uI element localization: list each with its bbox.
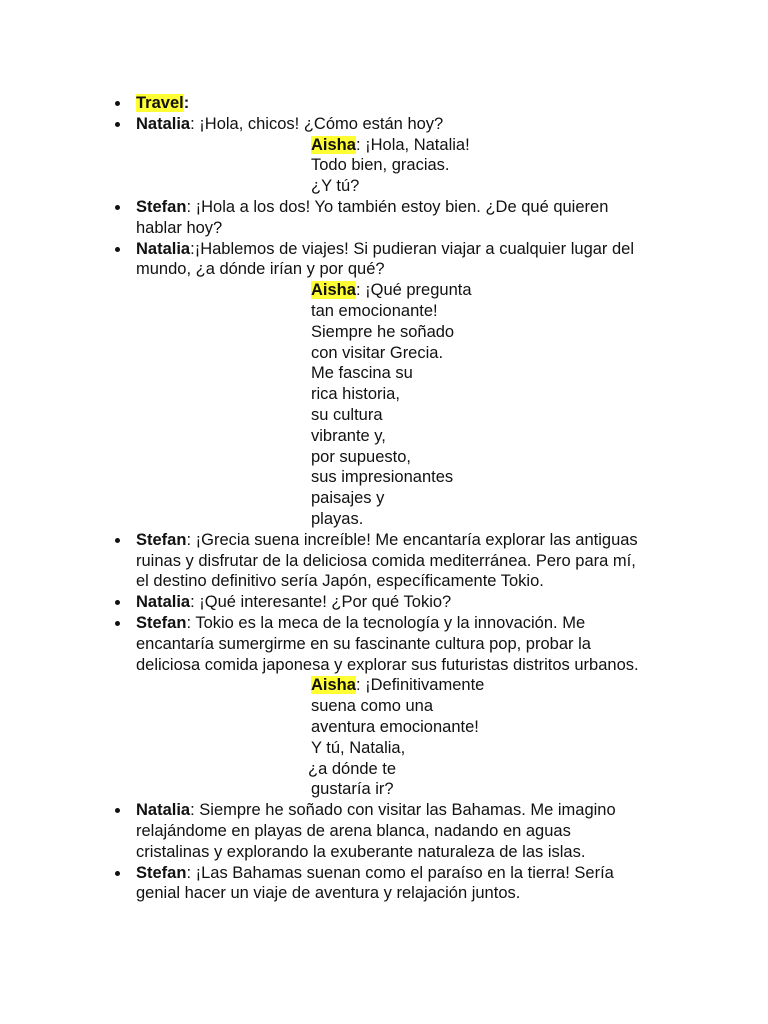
dialogue-line <box>136 239 634 260</box>
line-text: ¡Qué pregunta <box>360 281 472 300</box>
separator: : <box>355 281 361 300</box>
dialogue-line <box>136 800 616 821</box>
line-text: gustaría ir? <box>311 780 394 799</box>
line-text: encantaría sumergirme en su fascinante cultura pop, probar la <box>136 634 591 653</box>
dialogue-continuation <box>311 155 450 176</box>
dialogue-continuation <box>311 467 453 488</box>
dialogue-continuation <box>311 426 386 447</box>
dialogue-continuation <box>136 218 222 239</box>
dialogue-continuation <box>136 551 636 572</box>
line-text: hablar hoy? <box>136 218 223 237</box>
speaker-name: Stefan <box>136 198 187 216</box>
separator: : <box>190 114 195 133</box>
line-text: ¡Hola a los dos! Yo también estoy bien. ¿De qué quieren <box>191 198 609 216</box>
bullet-icon <box>115 538 120 543</box>
dialogue-continuation <box>311 696 433 717</box>
speaker-name: Natalia <box>136 239 191 258</box>
line-text: deliciosa comida japonesa y explorar sus futuristas distritos urbanos. <box>136 655 639 674</box>
speaker-name: Aisha <box>311 135 356 154</box>
line-text: su cultura <box>311 406 383 424</box>
bullet-icon <box>115 122 120 127</box>
dialogue-continuation <box>311 343 443 364</box>
bullet-icon <box>115 205 120 210</box>
line-text: sus impresionantes <box>311 468 454 487</box>
separator: : <box>190 239 195 258</box>
dialogue-continuation <box>311 488 384 509</box>
dialogue-continuation <box>136 571 544 592</box>
dialogue-continuation <box>311 176 359 197</box>
separator: : <box>186 198 192 216</box>
line-text: paisajes y <box>311 489 385 508</box>
line-text: ¿Y tú? <box>311 177 360 196</box>
separator: : <box>186 614 192 632</box>
speaker-name: Stefan <box>136 863 187 882</box>
bullet-icon <box>115 600 120 605</box>
dialogue-continuation <box>136 655 639 676</box>
speaker-name: Aisha <box>311 676 356 695</box>
speaker-name: Natalia <box>136 593 191 612</box>
line-text: ¡Qué interesante! ¿Por qué Tokio? <box>194 593 452 612</box>
dialogue-continuation <box>308 759 396 780</box>
dialogue-line <box>311 135 470 156</box>
line-text: aventura emocionante! <box>311 718 479 736</box>
dialogue-line <box>136 613 585 634</box>
line-text: ¡Hola, Natalia! <box>360 135 470 154</box>
line-text: Todo bien, gracias. <box>311 156 450 175</box>
dialogue-continuation <box>311 738 405 759</box>
line-text: genial hacer un viaje de aventura y relajación juntos. <box>136 884 521 903</box>
line-text: ¡Hablemos de viajes! Si pudieran viajar a cualquier lugar del <box>194 239 635 258</box>
bullet-icon <box>115 621 120 626</box>
line-text: con visitar Grecia. <box>311 343 444 362</box>
speaker-name: Travel <box>136 94 184 112</box>
line-text: rica historia, <box>311 385 400 404</box>
dialogue-continuation <box>136 821 571 842</box>
bullet-icon <box>115 101 120 106</box>
dialogue-continuation <box>136 634 591 655</box>
speaker-name: Aisha <box>311 281 356 300</box>
dialogue-continuation <box>311 717 479 738</box>
dialogue-line <box>136 592 451 613</box>
separator: : <box>355 676 361 695</box>
dialogue-continuation <box>311 322 454 343</box>
line-text: ¿a dónde te <box>308 759 397 778</box>
separator: : <box>190 593 195 612</box>
dialogue-continuation <box>311 447 411 468</box>
dialogue-continuation <box>311 405 383 426</box>
bullet-icon <box>115 808 120 813</box>
separator: : <box>186 863 192 882</box>
dialogue-line <box>136 863 614 884</box>
dialogue-line <box>136 530 638 551</box>
line-text: playas. <box>311 510 364 528</box>
line-text: ¡Hola, chicos! ¿Cómo están hoy? <box>194 114 444 133</box>
line-text: ruinas y disfrutar de la deliciosa comida mediterránea. Pero para mí, <box>136 551 636 570</box>
speaker-name: Stefan <box>136 614 187 632</box>
line-text: ¡Grecia suena increíble! Me encantaría explorar las antiguas <box>191 530 638 549</box>
line-text: vibrante y, <box>311 426 386 445</box>
dialogue-continuation <box>311 509 363 530</box>
line-text: Y tú, Natalia, <box>311 738 406 757</box>
line-text: ¡Definitivamente <box>360 676 485 695</box>
line-text: Siempre he soñado <box>311 322 455 341</box>
line-text: Siempre he soñado con visitar las Bahamas. Me imagino <box>194 801 616 820</box>
line-text: por supuesto, <box>311 447 411 466</box>
dialogue-line <box>311 280 472 301</box>
separator: : <box>186 530 192 549</box>
dialogue-continuation <box>136 842 585 863</box>
line-text: relajándome en playas de arena blanca, nadando en aguas <box>136 822 571 840</box>
dialogue-line <box>136 114 443 135</box>
speaker-name: Stefan <box>136 530 187 549</box>
bullet-icon <box>115 871 120 876</box>
line-text: tan emocionante! <box>311 302 438 320</box>
speaker-name: Natalia <box>136 114 191 133</box>
separator: : <box>190 801 195 820</box>
separator: : <box>183 94 190 112</box>
dialogue-continuation <box>311 779 394 800</box>
bullet-icon <box>115 247 120 252</box>
line-text: mundo, ¿a dónde irían y por qué? <box>136 260 385 279</box>
dialogue-continuation <box>311 363 413 384</box>
line-text: ¡Las Bahamas suenan como el paraíso en la tierra! Sería <box>191 863 614 882</box>
separator: : <box>355 135 361 154</box>
dialogue-line <box>136 197 608 218</box>
dialogue-continuation <box>136 883 520 904</box>
dialogue-continuation <box>136 259 385 280</box>
line-text: cristalinas y explorando la exuberante naturaleza de las islas. <box>136 842 586 861</box>
dialogue-line <box>311 675 484 696</box>
line-text: el destino definitivo sería Japón, específicamente Tokio. <box>136 572 544 591</box>
dialogue-continuation <box>311 301 438 322</box>
line-text: Tokio es la meca de la tecnología y la innovación. Me <box>191 614 586 632</box>
speaker-name: Natalia <box>136 801 191 820</box>
dialogue-line <box>136 93 189 114</box>
line-text: suena como una <box>311 697 434 716</box>
dialogue-continuation <box>311 384 400 405</box>
line-text: Me fascina su <box>311 364 413 383</box>
